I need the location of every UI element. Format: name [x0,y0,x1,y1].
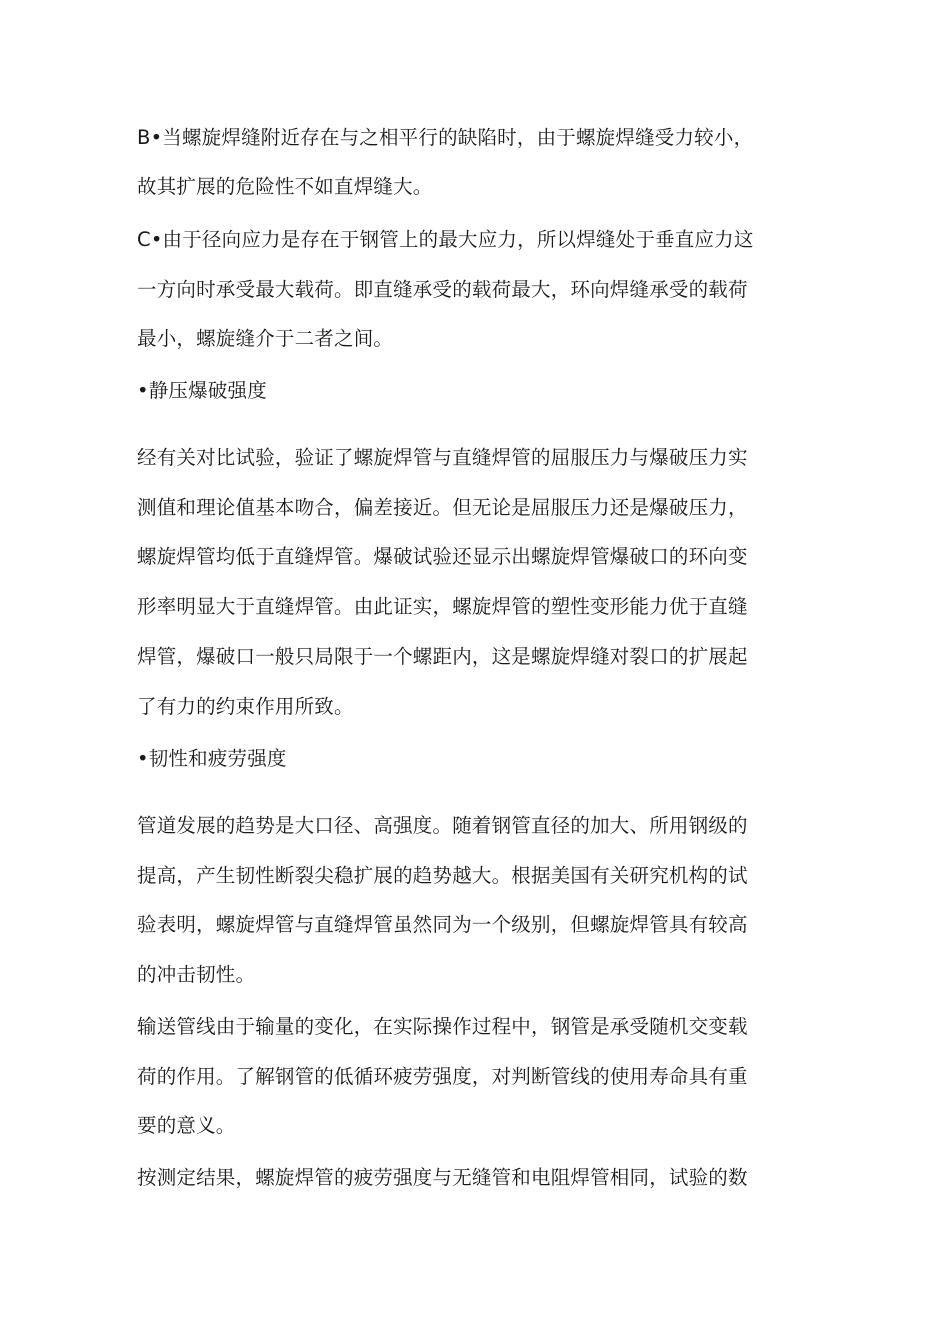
section-heading: •韧性和疲劳强度 [137,747,287,770]
paragraph-line: 提高，产生韧性断裂尖稳扩展的趋势越大。根据美国有关研究机构的试 [137,864,748,887]
paragraph-line: 验表明，螺旋焊管与直缝焊管虽然同为一个级别，但螺旋焊管具有较高 [137,913,748,936]
paragraph-line: 的冲击韧性。 [137,963,256,986]
paragraph-line: 按测定结果，螺旋焊管的疲劳强度与无缝管和电阻焊管相同，试验的数 [137,1166,748,1189]
paragraph-line: 一方向时承受最大载荷。即直缝承受的载荷最大，环向焊缝承受的载荷 [137,278,748,301]
paragraph-line: 最小，螺旋缝介于二者之间。 [137,327,394,350]
paragraph-line: 螺旋焊管均低于直缝焊管。爆破试验还显示出螺旋焊管爆破口的环向变 [137,545,748,568]
paragraph-line: 输送管线由于输量的变化，在实际操作过程中，钢管是承受随机交变载 [137,1015,748,1038]
paragraph-line: 故其扩展的危险性不如直焊缝大。 [137,175,433,198]
paragraph-line: 管道发展的趋势是大口径、高强度。随着钢管直径的加大、所用钢级的 [137,814,748,837]
paragraph-line: C•由于径向应力是存在于钢管上的最大应力，所以焊缝处于垂直应力这 [137,228,754,251]
paragraph-line: 形率明显大于直缝焊管。由此证实，螺旋焊管的塑性变形能力优于直缝 [137,595,748,618]
paragraph-line: 荷的作用。了解钢管的低循环疲劳强度，对判断管线的使用寿命具有重 [137,1065,748,1088]
paragraph-line: B•当螺旋焊缝附近存在与之相平行的缺陷时，由于螺旋焊缝受力较小， [137,126,754,149]
paragraph-line: 测值和理论值基本吻合，偏差接近。但无论是屈服压力还是爆破压力， [137,496,748,519]
paragraph-line: 焊管，爆破口一般只局限于一个螺距内，这是螺旋焊缝对裂口的扩展起 [137,645,748,668]
paragraph-line: 要的意义。 [137,1114,236,1137]
paragraph-line: 了有力的约束作用所致。 [137,695,354,718]
paragraph-line: 经有关对比试验，验证了螺旋焊管与直缝焊管的屈服压力与爆破压力实 [137,446,748,469]
section-heading: •静压爆破强度 [137,379,267,402]
